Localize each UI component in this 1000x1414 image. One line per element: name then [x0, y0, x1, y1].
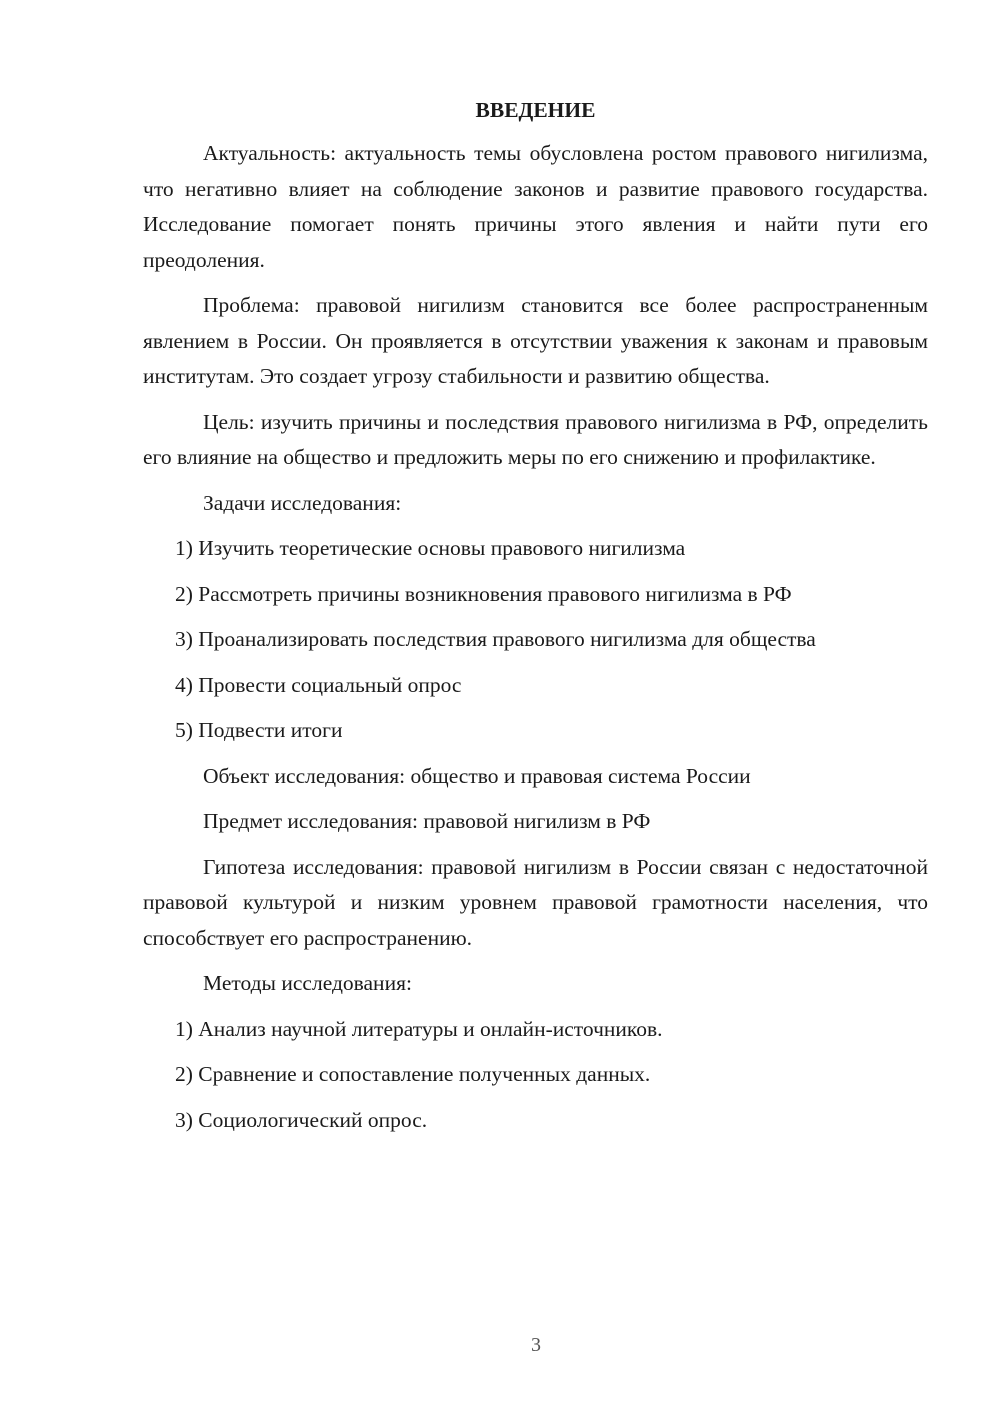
subject-line: Предмет исследования: правовой нигилизм в РФ — [203, 809, 651, 833]
task-item: 4) Провести социальный опрос — [175, 672, 462, 697]
goal-paragraph: Цель: изучить причины и последствия правового нигилизма в РФ, определить его влияние на общество и предложить меры по его снижению и профилактике. — [143, 409, 928, 469]
relevance-paragraph: Актуальность: актуальность темы обусловлена ростом правового нигилизма, что негативно влияет на соблюдение законов и развитие правового государства. Исследование помогает понять причины этого явления и найти пути его преодоления. — [143, 141, 928, 272]
method-item: 2) Сравнение и сопоставление полученных данных. — [175, 1062, 651, 1086]
method-item: 3) Социологический опрос. — [175, 1107, 428, 1132]
page-number: 3 — [531, 1334, 541, 1356]
methods-heading: Методы исследования: — [203, 971, 412, 995]
method-item: 1) Анализ научной литературы и онлайн-источников. — [175, 1016, 663, 1041]
object-line: Объект исследования: общество и правовая система России — [203, 763, 751, 788]
task-item: 5) Подвести итоги — [175, 718, 343, 742]
problem-paragraph: Проблема: правовой нигилизм становится все более распространенным явлением в России. Он проявляется в отсутствии уважения к законам и правовым институтам. Это создает угрозу стабильности и развитию общества. — [143, 293, 928, 388]
task-item: 1) Изучить теоретические основы правового нигилизма — [175, 536, 686, 560]
document-page — [143, 96, 928, 1148]
task-item: 3) Проанализировать последствия правового нигилизма для общества — [175, 627, 816, 651]
methods-list — [143, 1012, 928, 1139]
tasks-list — [143, 531, 928, 749]
task-item: 2) Рассмотреть причины возникновения правового нигилизма в РФ — [175, 581, 792, 606]
page-title: ВВЕДЕНИЕ — [475, 98, 596, 122]
hypothesis-paragraph: Гипотеза исследования: правовой нигилизм в России связан с недостаточной правовой культурой и низким уровнем правовой грамотности населения, что способствует его распространению. — [143, 854, 928, 950]
tasks-heading: Задачи исследования: — [203, 490, 402, 515]
